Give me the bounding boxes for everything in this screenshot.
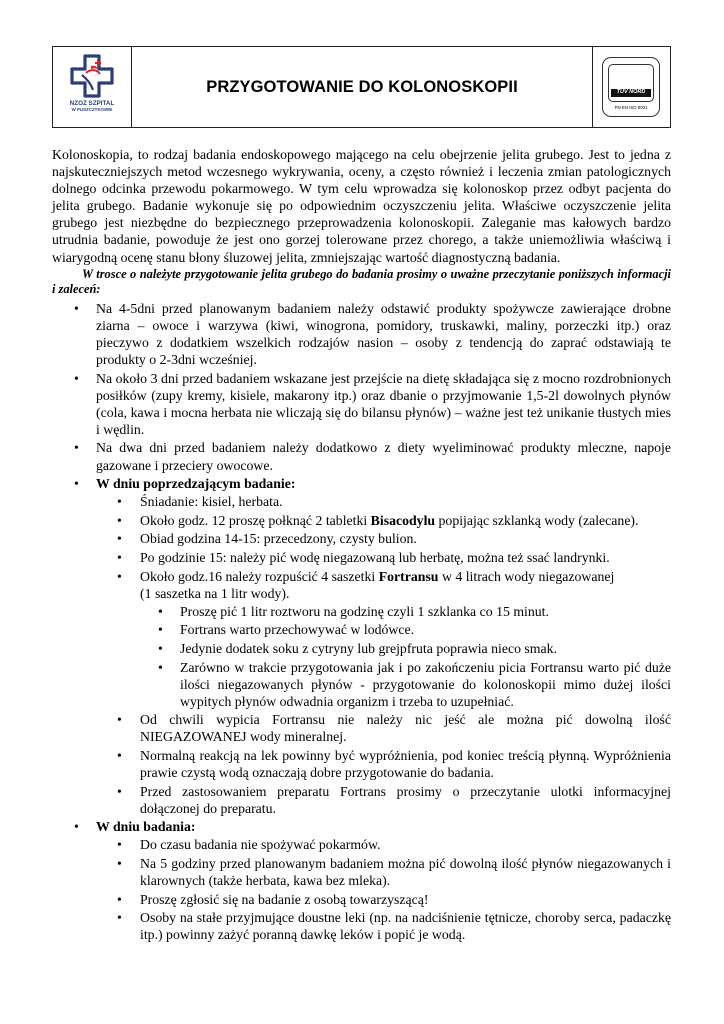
sub-list-item (52, 640, 671, 657)
document-header (52, 46, 671, 128)
bullet: • (74, 300, 79, 316)
list-item-text: Około godz.16 należy rozpuścić 4 saszetki (140, 568, 379, 584)
list-item-text: Śniadanie: kisiel, herbata. (140, 494, 283, 510)
day-before-heading: W dniu poprzedzającym badanie: (96, 476, 296, 492)
bullet: • (117, 783, 122, 799)
bullet: • (158, 622, 163, 638)
day-before-section (52, 475, 671, 817)
sub-list-item (52, 659, 671, 710)
tuv-certificate-badge (602, 57, 660, 117)
bullet: • (117, 712, 122, 728)
page-title: PRZYGOTOWANIE DO KOLONOSKOPII (206, 77, 518, 96)
certificate-frame (608, 64, 654, 102)
drug-name: Fortransu (378, 568, 439, 584)
hospital-logo (59, 53, 125, 123)
list-item-text: popijając szklanką wody (zalecane). (435, 512, 639, 528)
bullet: • (74, 476, 79, 492)
bullet: • (117, 568, 122, 584)
list-item (52, 300, 671, 368)
list-item-text: (1 saszetka na 1 litr wody). (140, 585, 290, 601)
list-item-text: Do czasu badania nie spożywać pokarmów. (140, 837, 381, 853)
bullet: • (158, 603, 163, 619)
list-item (52, 855, 671, 889)
logo-text-line1: NZOZ SZPITAL (69, 100, 115, 107)
bullet: • (117, 891, 122, 907)
list-item (52, 549, 671, 566)
list-item (52, 370, 671, 438)
list-item-text: Po godzinie 15: należy pić wodę niegazowaną lub herbatę, można też ssać landrynki. (140, 549, 610, 565)
bullet: • (117, 748, 122, 763)
list-item (52, 909, 671, 943)
bullet: • (117, 512, 122, 528)
list-item-text: Osoby na stałe przyjmujące doustne leki (np. na nadciśnienie tętnicze, choroby serca, padaczkę itp.) powinny zażyć poranną dawkę leków i popić je wodą. (140, 910, 671, 943)
note-paragraph: W trosce o należyte przygotowanie jelita grubego do badania prosimy o uważne przeczytanie poniższych informacji i zaleceń: (52, 266, 671, 297)
exam-day-heading: W dniu badania: (96, 819, 196, 835)
instructions-list (52, 300, 671, 944)
list-item (52, 439, 671, 473)
list-item (52, 530, 671, 547)
list-item-text: Na 5 godziny przed planowanym badaniem można pić dowolną ilość płynów niegazowanych i klarownych (także herbata, kawa bez mleka). (140, 856, 671, 889)
document-body (52, 146, 671, 945)
logo-text-line2: W PUSZCZYKOWIE (71, 107, 113, 113)
exam-day-list (96, 836, 671, 943)
list-item (52, 711, 671, 745)
list-item (52, 891, 671, 908)
list-item-text: Proszę zgłosić się na badanie z osobą towarzyszącą! (140, 891, 429, 907)
bullet: • (158, 659, 163, 675)
certificate-standard: PN-EN ISO 9001 (614, 105, 648, 110)
list-item (52, 783, 671, 817)
bullet: • (74, 440, 79, 456)
bullet: • (158, 640, 163, 656)
bullet: • (117, 494, 122, 510)
list-item (52, 493, 671, 510)
list-item-text: Proszę pić 1 litr roztworu na godzinę czyli 1 szklanka co 15 minut. (180, 603, 549, 619)
list-item (52, 512, 671, 529)
logo-cell (53, 47, 132, 127)
list-item (52, 747, 671, 781)
bullet: • (117, 549, 122, 565)
list-item-text: Od chwili wypicia Fortransu nie należy nic jeść ale można pić dowolną ilość NIEGAZOWANEJ wody mineralnej. (140, 712, 671, 745)
list-item (52, 568, 671, 710)
bullet: • (117, 531, 122, 547)
list-item-text: Jedynie dodatek soku z cytryny lub grejpfruta poprawia nieco smak. (180, 640, 558, 656)
bullet: • (74, 370, 79, 386)
sub-list-item (52, 621, 671, 638)
list-item-text: Fortrans warto przechowywać w lodówce. (180, 622, 415, 638)
certificate-cell (592, 47, 670, 127)
list-item-text: Około godz. 12 proszę połknąć 2 tabletki (140, 512, 371, 528)
list-item-text: Obiad godzina 14-15: przecedzony, czysty bulion. (140, 531, 417, 547)
drug-name: Bisacodylu (370, 512, 436, 528)
list-item-text: Zarówno w trakcie przygotowania jak i po zakończeniu picia Fortransu warto pić duże ilości niegazowanych płynów - przygotowanie do kolonoskopii mimo dużej ilości wypitych płynów odwadnia organizm i trzeba to uzupełniać. (180, 659, 671, 709)
list-item-text: Na 4-5dni przed planowanym badaniem należy odstawić produkty spożywcze zawierające drobne ziarna – owoce i warzywa (kiwi, winogrona, pomidory, truskawki, maliny, porzeczki itp.) oraz pieczywo z dodatkiem wszelkich rodzajów nasion – osoby z tendencją do zaprać odstawiają te produkty o 2-3dni wcześniej. (96, 300, 671, 367)
exam-day-section (52, 818, 671, 943)
list-item (52, 836, 671, 853)
intro-paragraph: Kolonoskopia, to rodzaj badania endoskopowego mającego na celu obejrzenie jelita grubego. Jest to jedna z najskuteczniejszych metod wczesnego wykrywania, oceny, a często również i leczenia zmian patologicznych dolnego odcinka przewodu pokarmowego. W tym celu wprowadza się kolonoskop przez odbyt pacjenta do jelita grubego. Badanie wykonuje się po odpowiednim oczyszczeniu jelita. Właściwe oczyszczenie jelita grubego jest niezbędne do bezpiecznego przeprowadzenia kolonoskopii. Zaleganie mas kałowych bardzo utrudnia badanie, powoduje że jest ono gorzej tolerowane przez chorego, a także uniemożliwia właściwą i wiarygodną ocenę stanu błony śluzowej jelita, zmniejszając wartość diagnostyczną badania. (52, 147, 671, 265)
certificate-name: TÜV NORD (616, 88, 646, 95)
bullet: • (117, 856, 122, 872)
list-item-text: Na dwa dni przed badaniem należy dodatkowo z diety wyeliminować produkty mleczne, napoje gazowane i przeciery owocowe. (96, 440, 671, 473)
list-item-text: Na około 3 dni przed badaniem wskazane jest przejście na dietę składająca się z mocno rozdrobnionych posiłków (zupy kremy, kisiele, makarony itp.) oraz dbanie o przyjmowanie 1,5-2l dowolnych płynów (cola, kawa i mocna herbata nie wliczają się do bilansu płynów) – ważne jest też unikanie tłustych mies i wędlin. (96, 370, 671, 437)
sub-list-item (52, 603, 671, 620)
list-item-text: Przed zastosowaniem preparatu Fortrans prosimy o przeczytanie ulotki informacyjnej dołączonej do preparatu. (140, 783, 671, 816)
list-item-text: w 4 litrach wody niegazowanej (438, 568, 615, 584)
bullet: • (117, 910, 122, 926)
bullet: • (74, 819, 79, 835)
bullet: • (117, 837, 122, 853)
list-item-text: Normalną reakcją na lek powinny być wypróżnienia, pod koniec treścią płynną. Wypróżnienia prawie czystą wodą oznaczają dobre przygotowanie do badania. (140, 748, 671, 781)
fortrans-sublist (140, 603, 671, 710)
hospital-cross-icon (69, 53, 115, 99)
day-before-list (96, 493, 671, 817)
